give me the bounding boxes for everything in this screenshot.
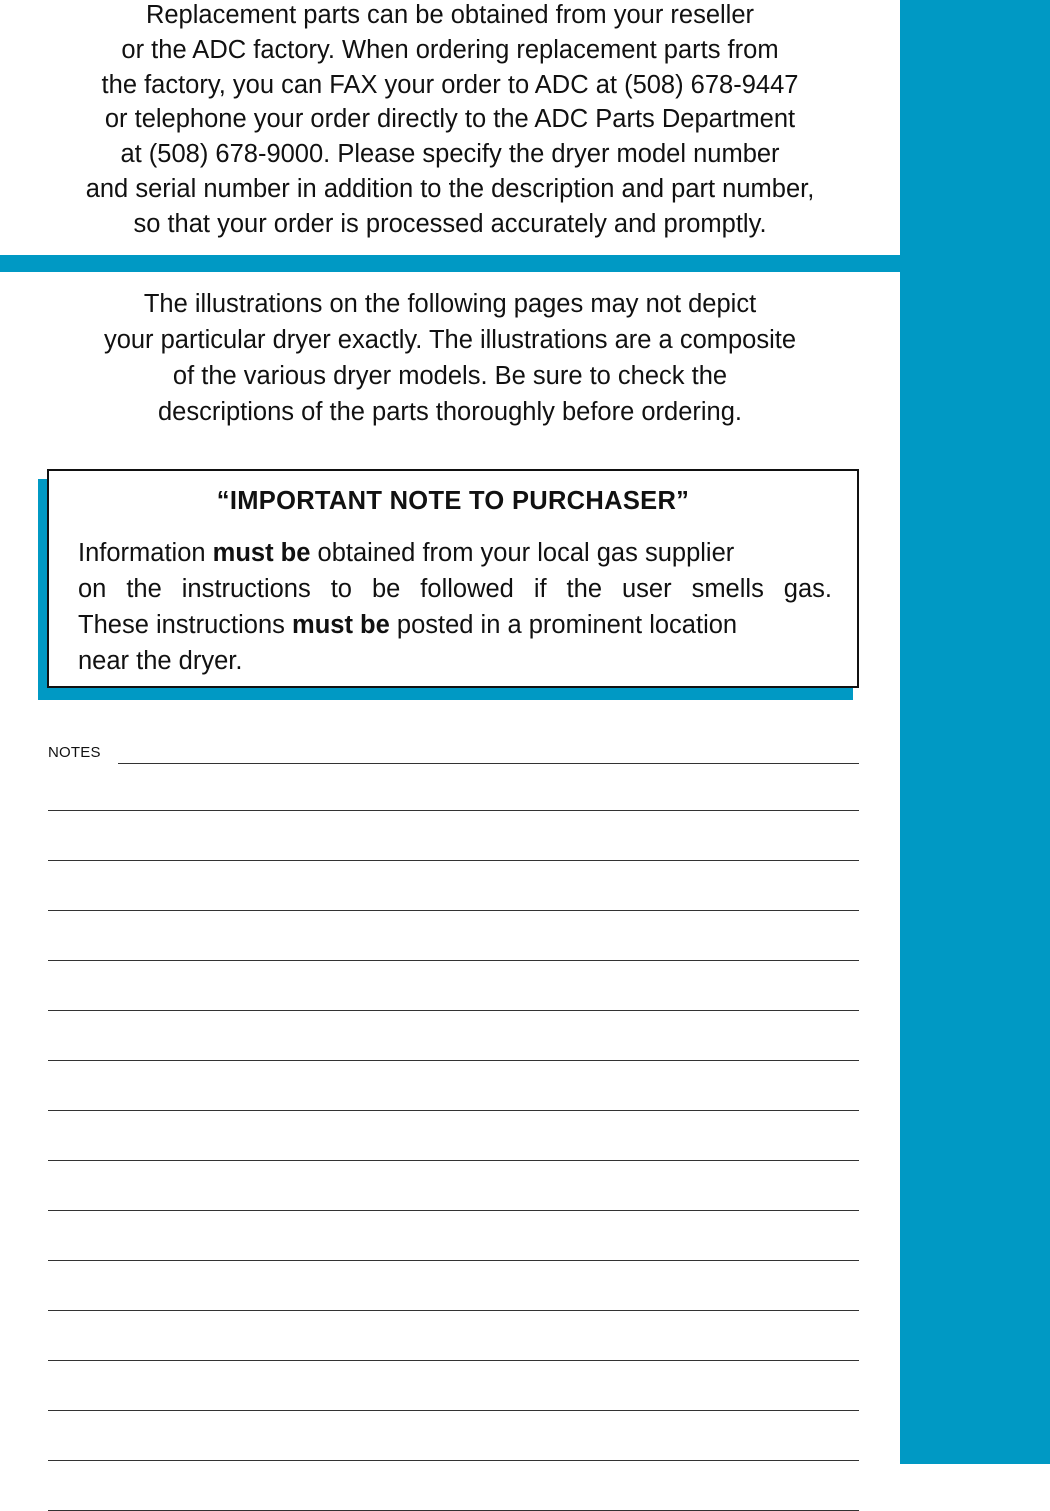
text-line: descriptions of the parts thoroughly before ordering. bbox=[157, 398, 742, 426]
note-line: near the dryer. bbox=[78, 647, 243, 675]
text-line: so that your order is processed accurately and promptly. bbox=[133, 209, 767, 238]
notes-blank-line[interactable] bbox=[48, 1310, 859, 1311]
notes-label: NOTES bbox=[48, 744, 101, 761]
replacement-parts-paragraph bbox=[0, 0, 900, 242]
important-note-body bbox=[78, 535, 832, 679]
important-note-title: “IMPORTANT NOTE TO PURCHASER” bbox=[216, 487, 690, 515]
notes-blank-line[interactable] bbox=[48, 910, 859, 911]
note-text: These instructions bbox=[78, 611, 293, 639]
note-line: on the instructions to be followed if the user smells gas. bbox=[78, 575, 832, 603]
text-line: and serial number in addition to the description and part number, bbox=[85, 174, 815, 203]
notes-blank-line[interactable] bbox=[48, 1410, 859, 1411]
note-text: obtained from your local gas supplier bbox=[310, 539, 735, 567]
notes-blank-line[interactable] bbox=[48, 1360, 859, 1361]
illustrations-paragraph bbox=[0, 286, 900, 430]
notes-blank-line[interactable] bbox=[48, 810, 859, 811]
text-line: or the ADC factory. When ordering replacement parts from bbox=[121, 35, 779, 64]
text-line: your particular dryer exactly. The illustrations are a composite bbox=[103, 326, 797, 354]
emphasis-must-be: must be bbox=[292, 611, 390, 639]
important-note-box bbox=[47, 469, 859, 688]
notes-blank-line[interactable] bbox=[48, 960, 859, 961]
notes-blank-line[interactable] bbox=[48, 1260, 859, 1261]
text-line: at (508) 678-9000. Please specify the dryer model number bbox=[120, 140, 780, 169]
emphasis-must-be: must be bbox=[212, 539, 311, 567]
notes-write-line[interactable] bbox=[118, 763, 859, 764]
text-line: Replacement parts can be obtained from your reseller bbox=[145, 1, 755, 29]
notes-blank-line[interactable] bbox=[48, 1060, 859, 1061]
notes-blank-line[interactable] bbox=[48, 860, 859, 861]
note-line bbox=[78, 535, 832, 571]
text-line: or telephone your order directly to the ADC Parts Department bbox=[104, 105, 796, 134]
side-color-bar bbox=[900, 0, 1050, 1464]
note-text: Information bbox=[78, 539, 213, 567]
text-line: the factory, you can FAX your order to ADC at (508) 678-9447 bbox=[101, 70, 799, 99]
notes-blank-line[interactable] bbox=[48, 1110, 859, 1111]
note-text: posted in a prominent location bbox=[389, 611, 738, 639]
notes-blank-line[interactable] bbox=[48, 1210, 859, 1211]
notes-blank-line[interactable] bbox=[48, 1160, 859, 1161]
note-line bbox=[78, 607, 832, 643]
notes-blank-line[interactable] bbox=[48, 1460, 859, 1461]
notes-blank-line[interactable] bbox=[48, 1010, 859, 1011]
text-line: The illustrations on the following pages may not depict bbox=[143, 290, 757, 318]
section-divider-band bbox=[0, 255, 900, 272]
text-line: of the various dryer models. Be sure to check the bbox=[172, 362, 728, 390]
